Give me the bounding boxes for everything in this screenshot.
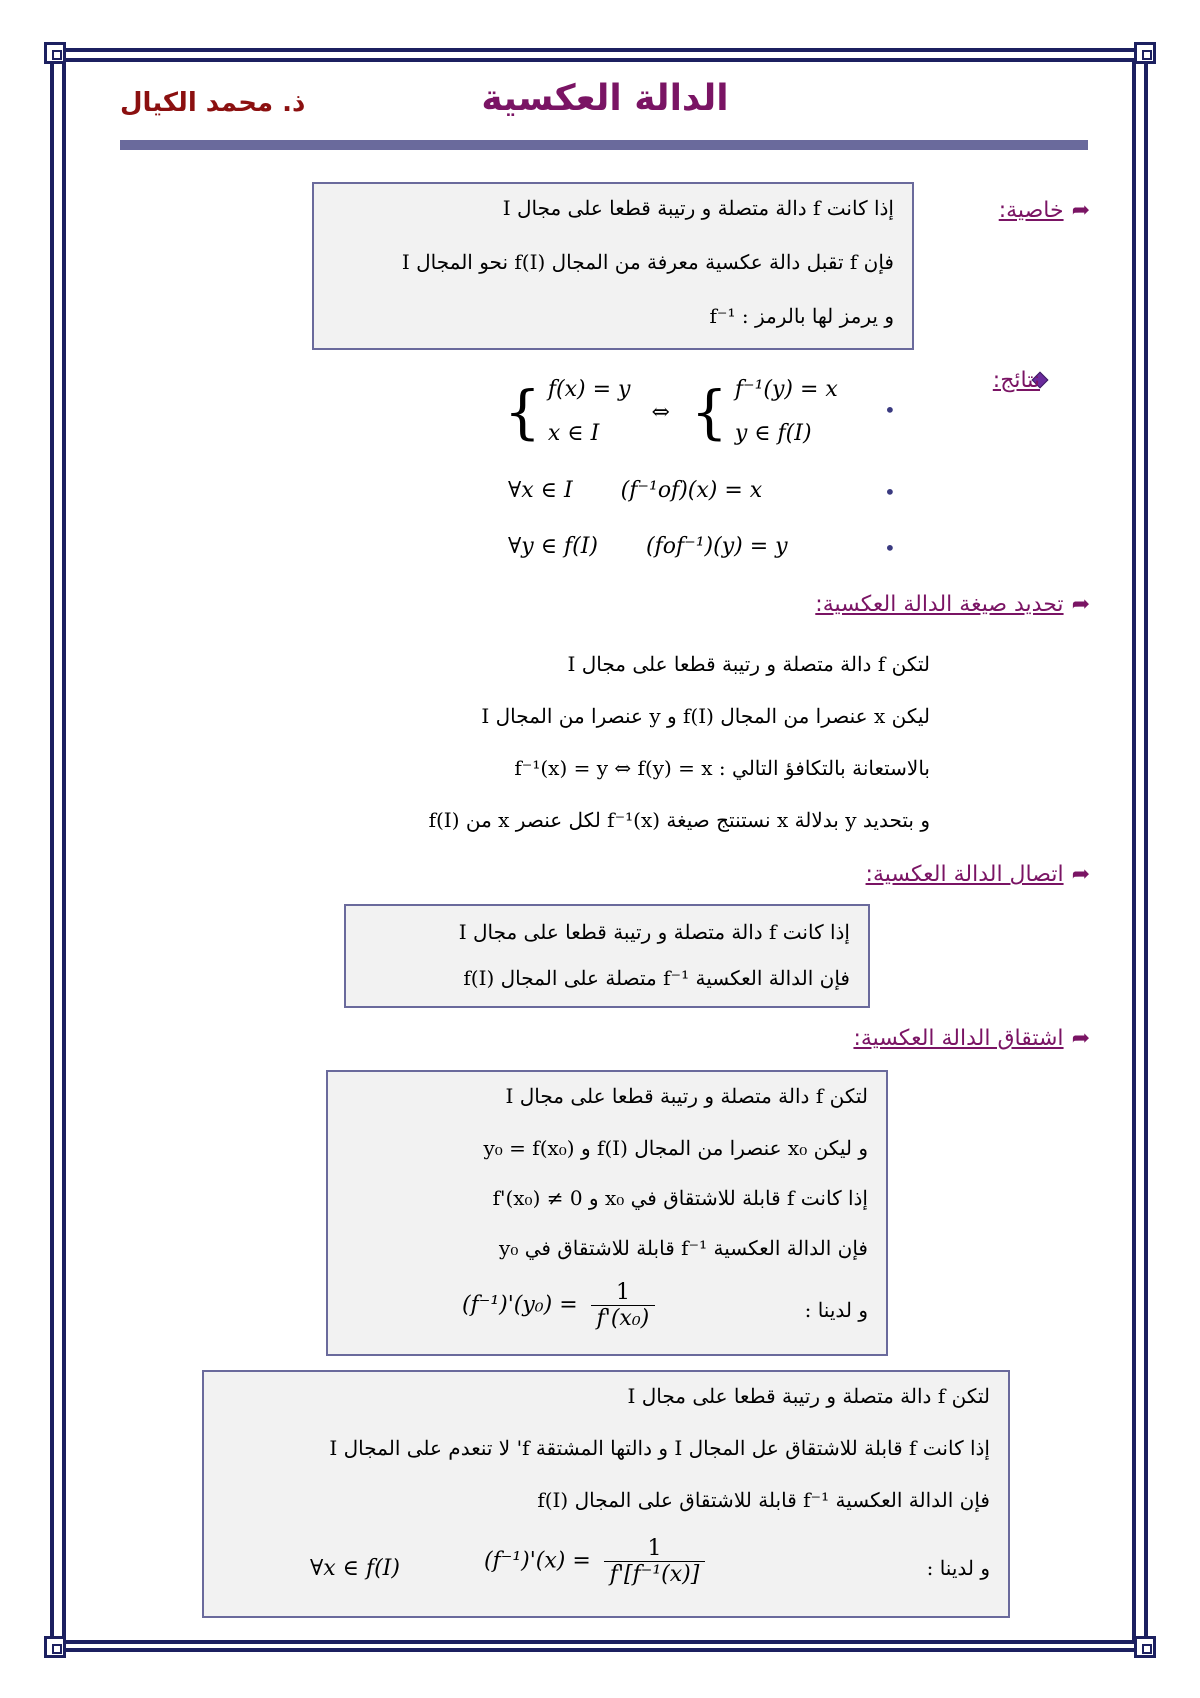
bullet-icon: •: [884, 536, 896, 560]
property-heading-text: خاصية:: [998, 198, 1064, 223]
quantifier-interval: ∀x ∈ f(I): [310, 1556, 400, 1581]
derivative-point-line: و ليكن x₀ عنصرا من المجال f(I) و y₀ = f(x₀): [483, 1136, 868, 1160]
property-line: فإن f تقبل دالة عكسية معرفة من المجال f(I) نحو المجال I: [401, 250, 894, 274]
left-brace-icon: {: [690, 378, 728, 446]
arrow-icon: ➦: [1071, 862, 1090, 887]
composition-identity-2: [508, 534, 788, 559]
derivative-interval-line: لتكن f دالة متصلة و رتيبة قطعا على مجال I: [627, 1384, 990, 1408]
formula-left: (f⁻¹)'(x) =: [484, 1548, 591, 1574]
composition-identity-1: [508, 478, 762, 503]
header-divider: [120, 140, 1088, 150]
system-right-bottom: y ∈ f(I): [734, 421, 812, 446]
derivative-point-line: لتكن f دالة متصلة و رتيبة قطعا على مجال I: [505, 1084, 868, 1108]
derivative-box-point: [326, 1070, 888, 1356]
have-label: و لدينا :: [804, 1298, 868, 1322]
formula-heading-text: تحديد صيغة الدالة العكسية:: [815, 592, 1064, 617]
formula-line: لتكن f دالة متصلة و رتيبة قطعا على مجال I: [567, 652, 930, 676]
quantifier-y: ∀y ∈ f(I): [508, 534, 598, 559]
fraction-numerator: 1: [591, 1280, 656, 1306]
equivalence-system: [504, 368, 838, 456]
frame-corner-ornament: [44, 42, 66, 64]
property-line: إذا كانت f دالة متصلة و رتيبة قطعا على مجال I: [502, 196, 894, 220]
formula-line: و بتحديد y بدلالة x نستنتج صيغة f⁻¹(x) لكل عنصر x من f(I): [428, 808, 930, 832]
derivative-interval-line: فإن الدالة العكسية f⁻¹ قابلة للاشتقاق على المجال f(I): [537, 1488, 990, 1512]
continuity-box: [344, 904, 870, 1008]
section-heading-results: نتائج:: [992, 368, 1040, 393]
property-line: و يرمز لها بالرمز : f⁻¹: [709, 304, 894, 328]
fraction-denominator: f'[f⁻¹(x)]: [609, 1562, 700, 1587]
arrow-icon: ➦: [1071, 198, 1090, 223]
continuity-heading-text: اتصال الدالة العكسية:: [865, 862, 1064, 887]
fraction: [591, 1280, 656, 1331]
left-brace-icon: {: [504, 378, 541, 446]
system-left-bottom: x ∈ I: [547, 421, 600, 446]
section-heading-continuity: [866, 862, 1090, 887]
identity-eq-2: (fof⁻¹)(y) = y: [645, 534, 788, 559]
derivative-point-formula: [462, 1280, 661, 1331]
section-heading-derivative: [853, 1026, 1090, 1051]
formula-line: بالاستعانة بالتكافؤ التالي : f⁻¹(x) = y ⇔ f(y) = x: [514, 756, 930, 780]
property-box: [312, 182, 914, 350]
frame-corner-ornament: [44, 1636, 66, 1658]
bullet-icon: •: [884, 398, 896, 422]
derivative-interval-line: إذا كانت f قابلة للاشتقاق عل المجال I و دالتها المشتقة f' لا تنعدم على المجال I: [329, 1436, 990, 1460]
equivalence-symbol: ⇔: [651, 399, 670, 425]
formula-line: ليكن x عنصرا من المجال f(I) و y عنصرا من المجال I: [481, 704, 930, 728]
system-left-top: f(x) = y: [547, 377, 631, 402]
bullet-icon: •: [884, 480, 896, 504]
fraction-denominator: f'(x₀): [596, 1306, 650, 1331]
arrow-icon: ➦: [1071, 592, 1090, 617]
derivative-interval-formula: [484, 1536, 711, 1587]
derivative-point-line: فإن الدالة العكسية f⁻¹ قابلة للاشتقاق في y₀: [499, 1236, 868, 1260]
continuity-line: فإن الدالة العكسية f⁻¹ متصلة على المجال f(I): [463, 966, 850, 990]
fraction: [604, 1536, 706, 1587]
derivative-point-line: إذا كانت f قابلة للاشتقاق في x₀ و f'(x₀) ≠ 0: [492, 1186, 868, 1210]
formula-left: (f⁻¹)'(y₀) =: [462, 1292, 578, 1318]
frame-corner-ornament: [1134, 1636, 1156, 1658]
derivative-box-interval: [202, 1370, 1010, 1618]
section-heading-property: [999, 198, 1090, 223]
arrow-icon: ➦: [1071, 1026, 1090, 1051]
quantifier-x: ∀x ∈ I: [508, 478, 573, 503]
have-label: و لدينا :: [926, 1556, 990, 1580]
fraction-numerator: 1: [604, 1536, 706, 1562]
system-right-top: f⁻¹(y) = x: [734, 377, 838, 402]
author-name: ذ. محمد الكيال: [120, 88, 306, 118]
page-title: الدالة العكسية: [481, 78, 729, 119]
derivative-heading-text: اشتقاق الدالة العكسية:: [853, 1026, 1064, 1051]
section-heading-formula: [815, 592, 1090, 617]
frame-corner-ornament: [1134, 42, 1156, 64]
identity-eq-1: (f⁻¹of)(x) = x: [620, 478, 763, 503]
continuity-line: إذا كانت f دالة متصلة و رتيبة قطعا على مجال I: [458, 920, 850, 944]
